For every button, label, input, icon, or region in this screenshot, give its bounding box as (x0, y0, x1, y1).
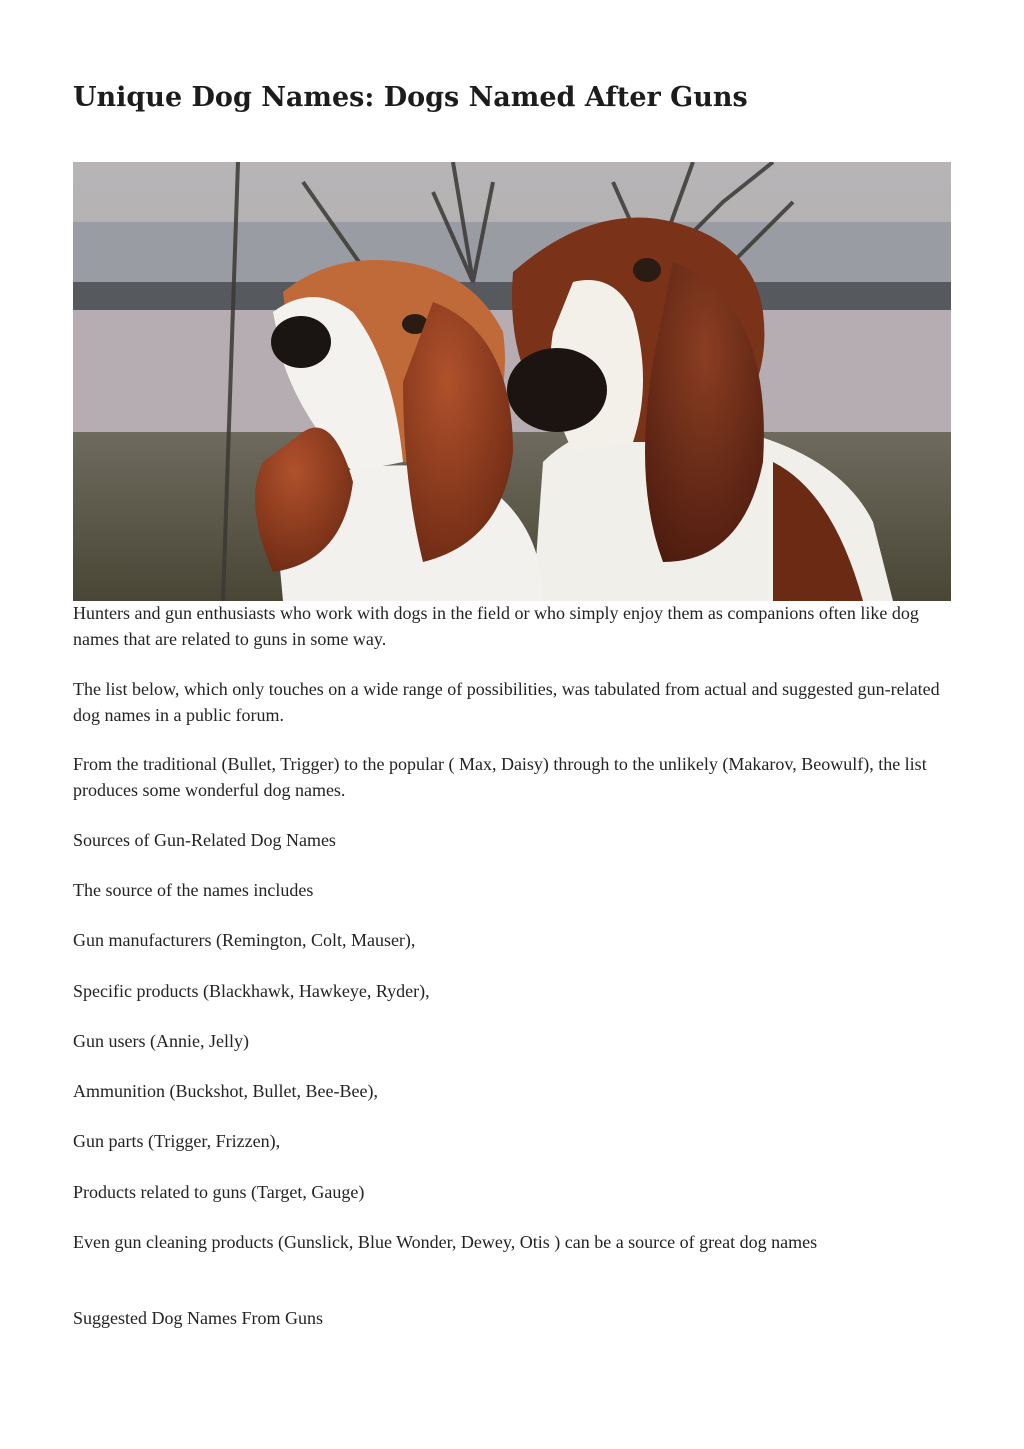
source-item-cleaning-products: Even gun cleaning products (Gunslick, Blue Wonder, Dewey, Otis ) can be a source of great dog names (73, 1232, 818, 1252)
source-item-related-products: Products related to guns (Target, Gauge) (73, 1182, 365, 1202)
list-description-paragraph: The list below, which only touches on a wide range of possibilities, was tabulated from actual and suggested gun-related dog names in a public forum. (73, 679, 940, 725)
source-item-manufacturers: Gun manufacturers (Remington, Colt, Mauser), (73, 930, 416, 950)
source-item-users: Gun users (Annie, Jelly) (73, 1031, 249, 1051)
sources-heading: Sources of Gun-Related Dog Names (73, 830, 336, 850)
source-item-ammunition: Ammunition (Buckshot, Bullet, Bee-Bee), (73, 1081, 378, 1101)
sources-intro: The source of the names includes (73, 880, 314, 900)
suggested-names-heading: Suggested Dog Names From Guns (73, 1308, 323, 1328)
source-item-gun-parts: Gun parts (Trigger, Frizzen), (73, 1131, 281, 1151)
intro-paragraph: Hunters and gun enthusiasts who work with dogs in the field or who simply enjoy them as companions often like dog names that are related to guns in some way. (73, 603, 919, 649)
source-item-products: Specific products (Blackhawk, Hawkeye, Ryder), (73, 981, 430, 1001)
page-title: Unique Dog Names: Dogs Named After Guns (73, 82, 748, 113)
basset-hounds-photo (73, 162, 951, 601)
examples-paragraph: From the traditional (Bullet, Trigger) to the popular ( Max, Daisy) through to the unlikely (Makarov, Beowulf), the list produces some wonderful dog names. (73, 754, 927, 800)
